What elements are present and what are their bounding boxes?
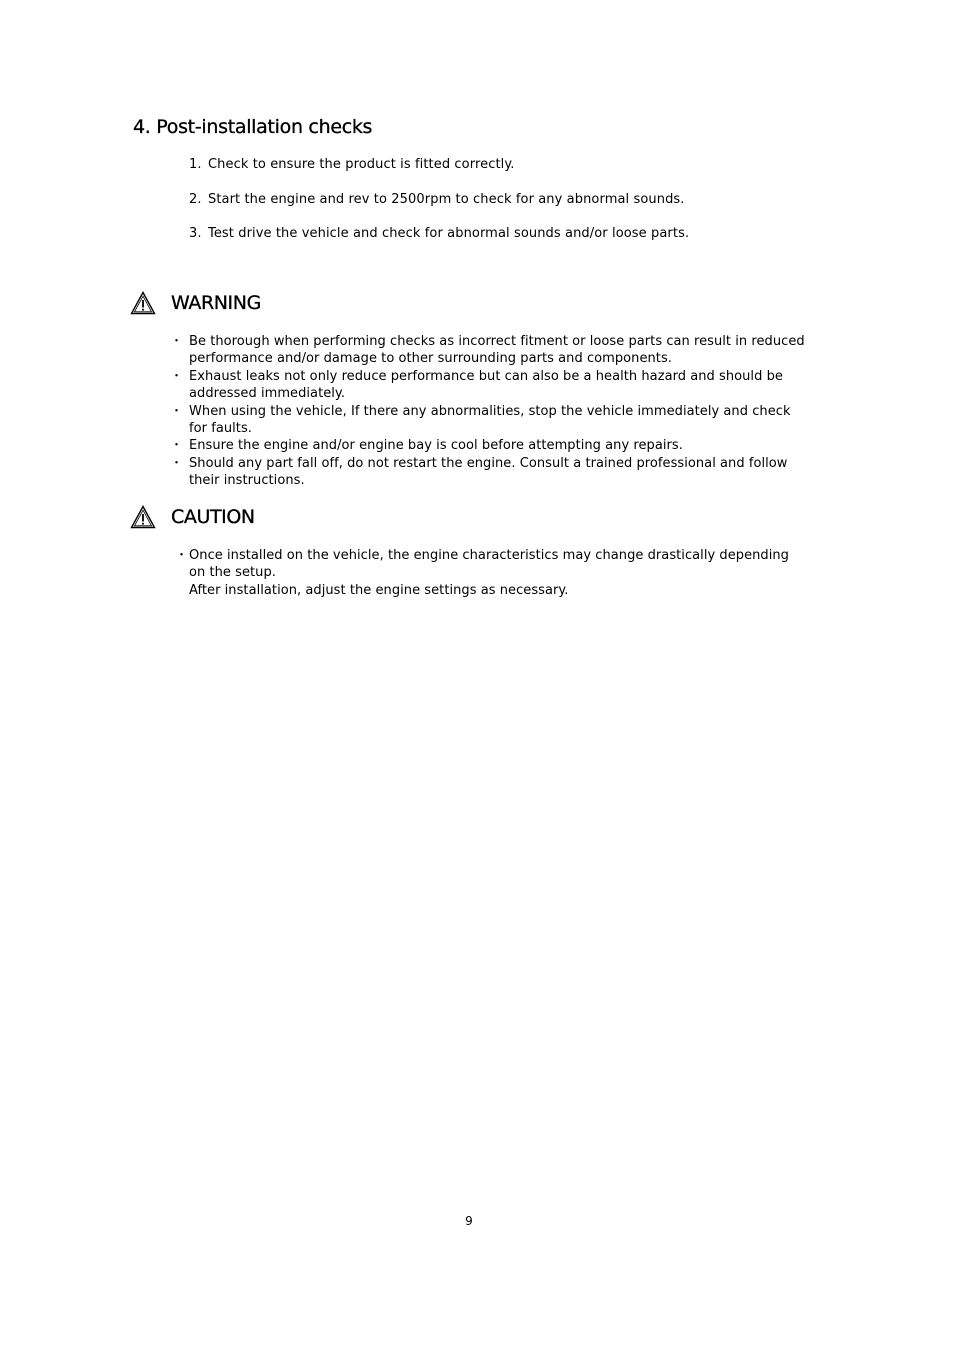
list-item [170,437,829,454]
bullet: ・ [170,403,184,419]
warning-list [170,333,829,490]
checks-list [189,156,689,260]
list-item [170,333,829,368]
warning-item-text: Be thorough when performing checks as incorrect fitment or loose parts can result in reduced performance and/or damage to other surrounding parts and components. [189,334,805,367]
caution-item-text: Once installed on the vehicle, the engine characteristics may change drastically depending on the setup. After installation, adjust the engine settings as necessary. [189,548,789,598]
warning-item-text: Should any part fall off, do not restart the engine. Consult a trained professional and follow their instructions. [189,455,788,489]
warning-item-text: When using the vehicle, If there any abnormalities, stop the vehicle immediately and check for faults. [189,403,791,437]
list-item [189,156,689,191]
warning-item-text: Exhaust leaks not only reduce performance but can also be a health hazard and should be addressed immediately. [189,368,783,402]
list-item [170,403,829,438]
caution-title: CAUTION [171,506,255,528]
step-text: Test drive the vehicle and check for abnormal sounds and/or loose parts. [208,226,690,241]
step-number: 2. [189,191,202,207]
list-item [189,191,689,226]
step-number: 1. [189,157,202,172]
warning-triangle-icon [130,505,156,529]
bullet: ・ [175,548,189,563]
step-number: 3. [189,226,202,241]
warning-item-text: Ensure the engine and/or engine bay is cool before attempting any repairs. [189,438,683,454]
page-number: 9 [465,1214,473,1228]
bullet: ・ [170,334,184,349]
section-title: 4. Post-installation checks [133,116,373,138]
list-item [189,225,689,260]
list-item [170,455,829,490]
caution-list [175,547,829,599]
bullet: ・ [170,438,184,454]
bullet: ・ [170,455,184,471]
caution-heading [130,505,255,529]
warning-heading [130,291,261,315]
warning-triangle-icon [130,291,156,315]
warning-title: WARNING [171,292,261,314]
bullet: ・ [170,368,184,384]
list-item [170,368,829,403]
step-text: Check to ensure the product is fitted correctly. [208,157,515,172]
list-item [175,547,829,599]
step-text: Start the engine and rev to 2500rpm to check for any abnormal sounds. [208,191,685,207]
